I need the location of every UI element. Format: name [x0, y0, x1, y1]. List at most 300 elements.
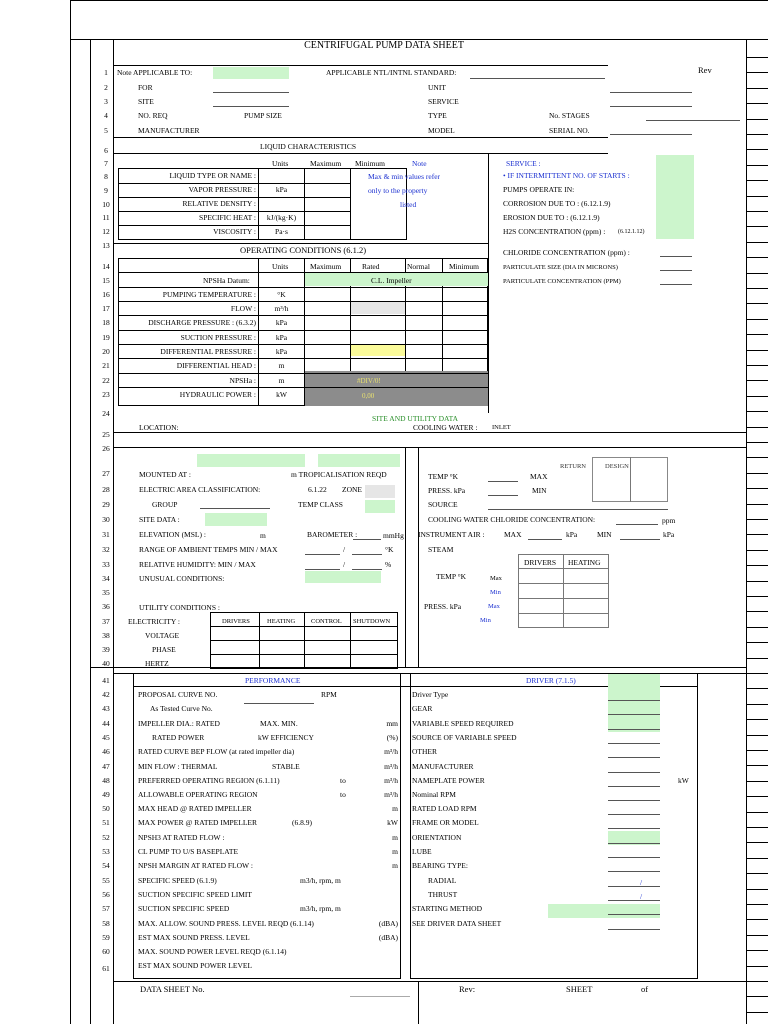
row-number: 60 — [102, 947, 110, 956]
cw-temp-max: MAX — [530, 472, 548, 481]
particulate-conc-label: PARTICULATE CONCENTRATION (PPM) — [503, 278, 621, 285]
rule — [488, 509, 668, 510]
diff-pressure-cell[interactable] — [351, 344, 405, 356]
rule — [418, 981, 419, 1024]
service-label-2: SERVICE : — [506, 159, 541, 168]
operating-title: OPERATING CONDITIONS (6.1.2) — [240, 245, 367, 255]
npsha-datum-label: NPSHa Datum: — [203, 276, 250, 285]
driver-row-label: RATED LOAD RPM — [412, 804, 477, 813]
right-tick — [746, 935, 768, 936]
row-number: 11 — [102, 213, 110, 222]
zone-label: ZONE — [342, 485, 362, 494]
perf-row-unit: (dBA) — [378, 919, 398, 928]
right-tick — [746, 380, 768, 381]
perf-row-label: RATED POWER — [152, 733, 205, 742]
driver-row-label: SOURCE OF VARIABLE SPEED — [412, 733, 517, 742]
perf-row-label: PREFERRED OPERATING REGION (6.1.11) — [138, 776, 280, 785]
row-number: 43 — [102, 704, 110, 713]
rule — [610, 106, 692, 107]
rule — [305, 569, 340, 570]
liquid-row-label: VAPOR PRESSURE : — [188, 185, 256, 194]
cw-temp-label: TEMP °K — [428, 472, 459, 481]
right-tick — [746, 904, 768, 905]
row-number: 18 — [102, 318, 110, 327]
perf-row-mid: (6.8.9) — [292, 818, 312, 827]
perf-row-label: IMPELLER DIA.: RATED — [138, 719, 220, 728]
driver-row-label: FRAME OR MODEL — [412, 818, 479, 827]
row-number: 9 — [104, 186, 108, 195]
mounted-field-3[interactable] — [318, 454, 400, 467]
utility-label: UTILITY CONDITIONS : — [139, 603, 220, 612]
rule — [488, 495, 518, 496]
perf-row-unit: m³/h — [384, 790, 398, 799]
rule — [608, 800, 660, 801]
rule — [608, 843, 660, 844]
op-row-unit: kPa — [275, 347, 288, 356]
row-number: 24 — [102, 409, 110, 418]
row-number: 20 — [102, 347, 110, 356]
applicable-std-label: APPLICABLE NTL/INTNL STANDARD: — [326, 68, 457, 77]
mounted-field-2[interactable] — [245, 454, 305, 467]
for-label: FOR — [138, 83, 153, 92]
driver-row-label: THRUST — [428, 890, 458, 899]
site-data-field[interactable] — [205, 513, 267, 526]
thrust-slash: / — [640, 892, 643, 901]
rule — [353, 539, 381, 540]
right-tick — [746, 365, 768, 366]
driver-row-label: OTHER — [412, 747, 437, 756]
inlet-label: INLET — [492, 424, 511, 431]
rule — [608, 886, 660, 887]
perf-row-unit: m³/h — [384, 776, 398, 785]
site-label: SITE — [138, 97, 154, 106]
service-label: SERVICE — [428, 97, 459, 106]
op-row-label: PUMPING TEMPERATURE : — [162, 290, 256, 299]
right-tick — [746, 473, 768, 474]
intermittent-label: • IF INTERMITTENT NO. OF STARTS : — [503, 171, 630, 180]
right-tick — [746, 57, 768, 58]
driver-row-label: VARIABLE SPEED REQUIRED — [412, 719, 514, 728]
rule — [620, 539, 660, 540]
rule — [113, 65, 608, 66]
right-tick — [746, 88, 768, 89]
rule — [608, 814, 660, 815]
driver-type-field[interactable] — [608, 674, 660, 732]
perf-row-mid: to — [340, 790, 346, 799]
cw-chloride-unit: ppm — [662, 516, 676, 525]
right-tick — [746, 134, 768, 135]
elec-drivers: DRIVERS — [222, 618, 250, 625]
rule — [660, 270, 692, 271]
driver-title: DRIVER (7.1.5) — [526, 676, 576, 685]
location-label: LOCATION: — [139, 423, 179, 432]
driver-row-label: GEAR — [412, 704, 433, 713]
rule — [244, 703, 314, 704]
row-number: 42 — [102, 690, 110, 699]
right-tick — [746, 211, 768, 212]
row-number: 51 — [102, 818, 110, 827]
right-tick — [746, 427, 768, 428]
right-tick — [746, 781, 768, 782]
liquid-row-label: RELATIVE DENSITY : — [182, 199, 256, 208]
phase-label: PHASE — [152, 645, 176, 654]
row-number: 27 — [102, 469, 110, 478]
cooling-water-label: COOLING WATER : — [413, 423, 478, 432]
row-number: 45 — [102, 733, 110, 742]
right-tick — [746, 504, 768, 505]
return-label: RETURN — [560, 463, 586, 470]
rule — [610, 134, 692, 135]
ia-min: MIN — [597, 530, 612, 539]
zone-field[interactable] — [365, 485, 395, 498]
right-tick — [746, 996, 768, 997]
op-row-label: DIFFERENTIAL PRESSURE : — [160, 347, 256, 356]
rule — [113, 153, 608, 154]
rule — [608, 714, 660, 715]
perf-row-mid: RPM — [321, 690, 337, 699]
elevation-unit: m — [260, 531, 266, 540]
row-number: 54 — [102, 861, 110, 870]
steam-drivers: DRIVERS — [524, 558, 557, 567]
rule — [418, 447, 419, 667]
driver-row-label: STARTING METHOD — [412, 904, 482, 913]
row-number: 1 — [104, 68, 108, 77]
right-tick — [746, 842, 768, 843]
liquid-row-label: SPECIFIC HEAT : — [199, 213, 256, 222]
right-tick — [746, 565, 768, 566]
hertz-label: HERTZ — [145, 659, 169, 668]
perf-row-unit: (%) — [386, 733, 398, 742]
rule — [304, 168, 305, 240]
right-tick — [746, 165, 768, 166]
performance-title: PERFORMANCE — [245, 676, 301, 685]
frame-left — [70, 0, 71, 1024]
liquid-title: LIQUID CHARACTERISTICS — [260, 142, 357, 151]
ia-min-unit: kPa — [663, 530, 675, 539]
perf-row-label: RATED CURVE BEP FLOW (at rated impeller dia) — [138, 747, 295, 756]
row-number: 28 — [102, 485, 110, 494]
liquid-col-units: Units — [272, 159, 289, 168]
right-tick — [746, 919, 768, 920]
rule — [646, 120, 740, 121]
row-number: 50 — [102, 804, 110, 813]
rule — [118, 287, 488, 288]
starting-method-field[interactable] — [548, 904, 660, 918]
rule — [518, 568, 609, 569]
row-number: 19 — [102, 333, 110, 342]
op-row-label: DIFFERENTIAL HEAD : — [176, 361, 256, 370]
right-tick — [746, 889, 768, 890]
row-number: 12 — [102, 227, 110, 236]
tropical-label: m TROPICALISATION REQD — [291, 470, 387, 479]
humidity-unit: % — [385, 560, 392, 569]
op-col-max: Maximum — [310, 262, 342, 271]
pump-size-label: PUMP SIZE — [244, 111, 282, 120]
driver-row-label: RADIAL — [428, 876, 457, 885]
perf-row-label: SUCTION SPECIFIC SPEED LIMIT — [138, 890, 252, 899]
perf-row-unit: mm — [386, 719, 398, 728]
elevation-label: ELEVATION (MSL) : — [139, 530, 206, 539]
row-number: 26 — [102, 444, 110, 453]
rule — [608, 871, 660, 872]
perf-row-label: SUCTION SPECIFIC SPEED — [138, 904, 230, 913]
row-number: 31 — [102, 530, 110, 539]
rule — [352, 554, 382, 555]
row-number: 17 — [102, 304, 110, 313]
row-number: 59 — [102, 933, 110, 942]
row-number: 49 — [102, 790, 110, 799]
op-col-units: Units — [272, 262, 289, 271]
steam-label: STEAM — [428, 545, 454, 554]
rule — [113, 137, 608, 138]
right-tick — [746, 596, 768, 597]
row-number: 34 — [102, 574, 110, 583]
rule — [470, 78, 605, 79]
ambient-unit: °K — [385, 545, 394, 554]
row-number: 52 — [102, 833, 110, 842]
right-tick — [746, 735, 768, 736]
row-number: 25 — [102, 430, 110, 439]
row-number: 41 — [102, 676, 110, 685]
op-row-label: HYDRAULIC POWER : — [179, 390, 256, 399]
steam-temp-label: TEMP °K — [436, 572, 467, 581]
row-number: 10 — [102, 200, 110, 209]
cw-press-label: PRESS. kPa — [428, 486, 466, 495]
row-number: 22 — [102, 376, 110, 385]
right-tick — [746, 673, 768, 674]
voltage-label: VOLTAGE — [145, 631, 180, 640]
data-sheet-no-label: DATA SHEET No. — [140, 984, 205, 994]
unit-label: UNIT — [428, 83, 446, 92]
right-tick — [746, 611, 768, 612]
right-tick — [746, 827, 768, 828]
liquid-row-label: LIQUID TYPE OR NAME : — [169, 171, 256, 180]
op-row-label: FLOW : — [230, 304, 256, 313]
applicable-field[interactable] — [213, 67, 289, 79]
right-tick — [746, 812, 768, 813]
liquid-row-unit: Pa·s — [275, 227, 288, 236]
npsha-error-value: #DIV/0! — [357, 377, 381, 385]
row-number: 32 — [102, 545, 110, 554]
service-field[interactable] — [656, 155, 694, 239]
row-number: 47 — [102, 762, 110, 771]
perf-row-mid: STABLE — [272, 762, 300, 771]
perf-row-unit: m³/h — [384, 762, 398, 771]
flow-rated-cell[interactable] — [351, 301, 405, 314]
rule — [118, 211, 350, 212]
right-line — [746, 39, 747, 1024]
right-tick — [746, 719, 768, 720]
humidity-label: RELATIVE HUMIDITY: MIN / MAX — [139, 560, 256, 569]
perf-row-unit: kW — [387, 818, 398, 827]
row-number: 5 — [104, 126, 108, 135]
right-tick — [746, 1012, 768, 1013]
perf-row-label: As Tested Curve No. — [150, 704, 213, 713]
rule — [563, 554, 564, 628]
h2s-label: H2S CONCENTRATION (ppm) : — [503, 227, 606, 236]
right-tick — [746, 873, 768, 874]
perf-row-label: EST MAX SOUND POWER LEVEL — [138, 961, 253, 970]
mmhg-unit: mmHg — [383, 531, 404, 540]
right-tick — [746, 196, 768, 197]
rule — [608, 743, 660, 744]
rule — [528, 539, 562, 540]
row-number: 33 — [102, 560, 110, 569]
row-number: 53 — [102, 847, 110, 856]
rule — [118, 344, 488, 345]
liquid-row-unit: kPa — [275, 185, 288, 194]
rule — [113, 432, 746, 433]
row-number: 38 — [102, 631, 110, 640]
perf-row-mid: m3/h, rpm, m — [300, 876, 341, 885]
row-number: 15 — [102, 276, 110, 285]
footer-rev-label: Rev: — [459, 984, 476, 994]
rule — [118, 373, 488, 374]
right-tick — [746, 242, 768, 243]
perf-row-label: PROPOSAL CURVE NO. — [138, 690, 218, 699]
row-number: 14 — [102, 262, 110, 271]
row-number: 13 — [102, 241, 110, 250]
perf-row-label: CL PUMP TO U/S BASEPLATE — [138, 847, 239, 856]
elec-control: CONTROL — [311, 618, 342, 625]
row-number: 23 — [102, 390, 110, 399]
hydraulic-power-value: 0,00 — [362, 392, 375, 400]
row-number: 29 — [102, 500, 110, 509]
op-row-unit: m — [278, 361, 285, 370]
rule — [630, 457, 631, 502]
unusual-label: UNUSUAL CONDITIONS: — [139, 574, 225, 583]
temp-class-field[interactable] — [365, 500, 395, 513]
perf-row-unit: m³/h — [384, 747, 398, 756]
right-tick — [746, 226, 768, 227]
right-tick — [746, 442, 768, 443]
rule — [213, 92, 289, 93]
cl-impeller-value: C.L. Impeller — [371, 276, 412, 285]
perf-row-unit: (dBA) — [378, 933, 398, 942]
page-title: CENTRIFUGAL PUMP DATA SHEET — [304, 40, 464, 51]
row-number: 46 — [102, 747, 110, 756]
right-tick — [746, 627, 768, 628]
right-tick — [746, 411, 768, 412]
perf-row-label: MAX HEAD @ RATED IMPELLER — [138, 804, 252, 813]
pumps-operate-label: PUMPS OPERATE IN: — [503, 185, 575, 194]
rule — [352, 569, 382, 570]
op-row-unit: kPa — [275, 318, 288, 327]
row-number: 21 — [102, 361, 110, 370]
right-tick — [746, 273, 768, 274]
site-data-label: SITE DATA : — [139, 515, 180, 524]
right-tick — [746, 765, 768, 766]
instrument-air-label: INSTRUMENT AIR : — [418, 530, 485, 539]
rule — [610, 92, 692, 93]
right-tick — [746, 488, 768, 489]
perf-row-label: NPSH3 AT RATED FLOW : — [138, 833, 225, 842]
row-number: 8 — [104, 172, 108, 181]
rule — [118, 358, 488, 359]
perf-row-unit: m — [392, 861, 398, 870]
erosion-label: EROSION DUE TO : (6.12.1.9) — [503, 213, 600, 222]
row-number: 4 — [104, 111, 108, 120]
right-tick — [746, 350, 768, 351]
perf-row-label: NPSH MARGIN AT RATED FLOW : — [138, 861, 253, 870]
frame-top — [70, 0, 768, 1]
rule — [488, 481, 518, 482]
footer-of-label: of — [641, 984, 649, 994]
rule — [118, 197, 350, 198]
steam-heating: HEATING — [568, 558, 601, 567]
ambient-label: RANGE OF AMBIENT TEMPS MIN / MAX — [139, 545, 278, 554]
right-tick — [746, 72, 768, 73]
right-tick — [746, 688, 768, 689]
ia-max-unit: kPa — [566, 530, 578, 539]
right-tick — [746, 119, 768, 120]
liquid-col-min: Minimum — [355, 159, 386, 168]
driver-row-label: SEE DRIVER DATA SHEET — [412, 919, 502, 928]
right-tick — [746, 981, 768, 982]
ia-max: MAX — [504, 530, 522, 539]
steam-press-label: PRESS. kPa — [424, 602, 462, 611]
rule — [660, 284, 692, 285]
rule — [518, 613, 609, 614]
right-tick — [746, 550, 768, 551]
right-tick — [746, 796, 768, 797]
right-tick — [746, 581, 768, 582]
driver-row-label: NAMEPLATE POWER — [412, 776, 485, 785]
row-number: 16 — [102, 290, 110, 299]
particulate-size-label: PARTICULATE SIZE (DIA IN MICRONS) — [503, 264, 618, 271]
perf-row-label: MAX POWER @ RATED IMPELLER — [138, 818, 257, 827]
unusual-field[interactable] — [305, 571, 381, 583]
perf-row-label: MAX. SOUND POWER LEVEL REQD (6.1.14) — [138, 947, 287, 956]
right-tick — [746, 396, 768, 397]
row-number: 55 — [102, 876, 110, 885]
driver-row-label: ORIENTATION — [412, 833, 462, 842]
rule — [210, 640, 398, 641]
rule — [608, 857, 660, 858]
driver-row-label: MANUFACTURER — [412, 762, 474, 771]
liquid-row-label: VISCOSITY : — [213, 227, 256, 236]
corrosion-label: CORROSION DUE TO : (6.12.1.9) — [503, 199, 611, 208]
rule — [118, 387, 488, 388]
rule — [213, 106, 289, 107]
row-number: 56 — [102, 890, 110, 899]
op-col-rated: Rated — [362, 262, 380, 271]
perf-row-unit: m — [392, 847, 398, 856]
perf-row-mid: kW EFFICIENCY — [258, 733, 314, 742]
radial-slash: / — [640, 878, 643, 887]
rule — [118, 183, 350, 184]
rule — [113, 447, 746, 448]
rule — [305, 554, 340, 555]
op-row-unit: kPa — [275, 333, 288, 342]
right-tick — [746, 704, 768, 705]
right-tick — [746, 658, 768, 659]
op-row-label: DISCHARGE PRESSURE : (6.3.2) — [148, 318, 256, 327]
rule — [660, 256, 692, 257]
driver-row-label: Nominal RPM — [412, 790, 456, 799]
row-number: 61 — [102, 964, 110, 973]
elec-shutdown: SHUTDOWN — [353, 618, 391, 625]
right-tick — [746, 149, 768, 150]
liquid-col-note: Note — [412, 159, 427, 168]
right-tick — [746, 519, 768, 520]
right-tick — [746, 457, 768, 458]
right-tick — [746, 257, 768, 258]
rule — [608, 828, 660, 829]
row-number: 58 — [102, 919, 110, 928]
liquid-note-line: Max & min values refer — [368, 172, 441, 181]
rule — [608, 900, 660, 901]
